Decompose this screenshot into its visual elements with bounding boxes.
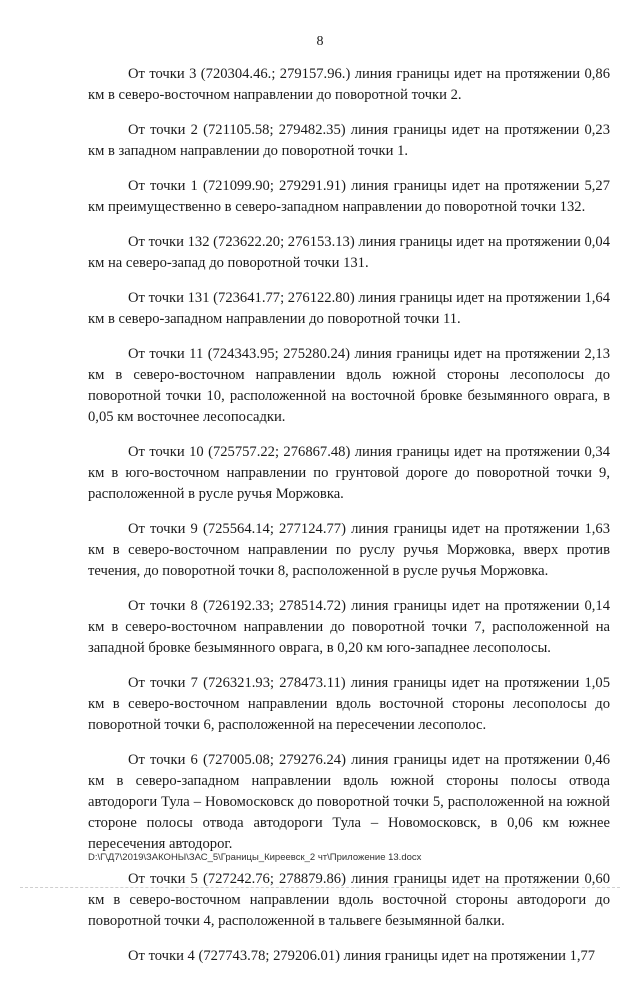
paragraph-point-3: От точки 3 (720304.46.; 279157.96.) линия границы идет на протяжении 0,86 км в северо-восточном направлении до поворотной точки 2. [88,66,610,103]
paragraph-point-10: От точки 10 (725757.22; 276867.48) линия границы идет на протяжении 0,34 км в юго-восточном направлении по грунтовой дороге до поворотной точки 9, расположенной в русле ручья Моржовка. [88,444,610,502]
scan-edge-divider [20,887,620,888]
paragraph-point-5: От точки 5 (727242.76; 278879.86) линия границы идет на протяжении 0,60 км в северо-восточном направлении вдоль восточной стороны автодороги до поворотной точки 4, расположенной в тальвеге безымянной балки. [88,871,610,929]
paragraph-point-9: От точки 9 (725564.14; 277124.77) линия границы идет на протяжении 1,63 км в северо-восточном направлении по руслу ручья Моржовка, вверх против течения, до поворотной точки 8, расположенной в русле ручья Моржовка. [88,521,610,579]
paragraph-point-4: От точки 4 (727743.78; 279206.01) линия границы идет на протяжении 1,77 [128,948,596,964]
paragraph-point-7: От точки 7 (726321.93; 278473.11) линия границы идет на протяжении 1,05 км в северо-восточном направлении вдоль восточной стороны лесополосы до поворотной точки 6, расположенной на пересечении лесополос. [88,675,610,733]
document-body [88,64,610,981]
paragraph-point-1: От точки 1 (721099.90; 279291.91) линия границы идет на протяжении 5,27 км преимущественно в северо-западном направлении до поворотной точки 132. [88,178,610,215]
paragraph-point-132: От точки 132 (723622.20; 276153.13) линия границы идет на протяжении 0,04 км на северо-запад до поворотной точки 131. [88,234,610,271]
paragraph-point-2: От точки 2 (721105.58; 279482.35) линия границы идет на протяжении 0,23 км в западном направлении до поворотной точки 1. [88,122,610,159]
page-number: 8 [316,34,324,49]
footer-file-path: D:\Г\Д7\2019\ЗАКОНЫ\ЗАС_5\Границы_Киреевск_2 чт\Приложение 13.docx [88,852,422,863]
paragraph-point-8: От точки 8 (726192.33; 278514.72) линия границы идет на протяжении 0,14 км в северо-восточном направлении до поворотной точки 7, расположенной на западной бровке безымянного оврага, в 0,20 км юго-западнее лесополосы. [88,598,610,656]
paragraph-point-6: От точки 6 (727005.08; 279276.24) линия границы идет на протяжении 0,46 км в северо-западном направлении вдоль южной стороны полосы отвода автодороги Тула – Новомосковск до поворотной точки 5, расположенной на южной стороне полосы отвода автодороги Тула – Новомосковск, в 0,06 км южнее пересечения автодорог. [88,752,610,852]
paragraph-point-131: От точки 131 (723641.77; 276122.80) линия границы идет на протяжении 1,64 км в северо-западном направлении до поворотной точки 11. [88,290,610,327]
paragraph-point-11: От точки 11 (724343.95; 275280.24) линия границы идет на протяжении 2,13 км в северо-восточном направлении вдоль южной стороны лесополосы до поворотной точки 10, расположенной на восточной бровке безымянного оврага, в 0,05 км восточнее лесопосадки. [88,346,610,425]
